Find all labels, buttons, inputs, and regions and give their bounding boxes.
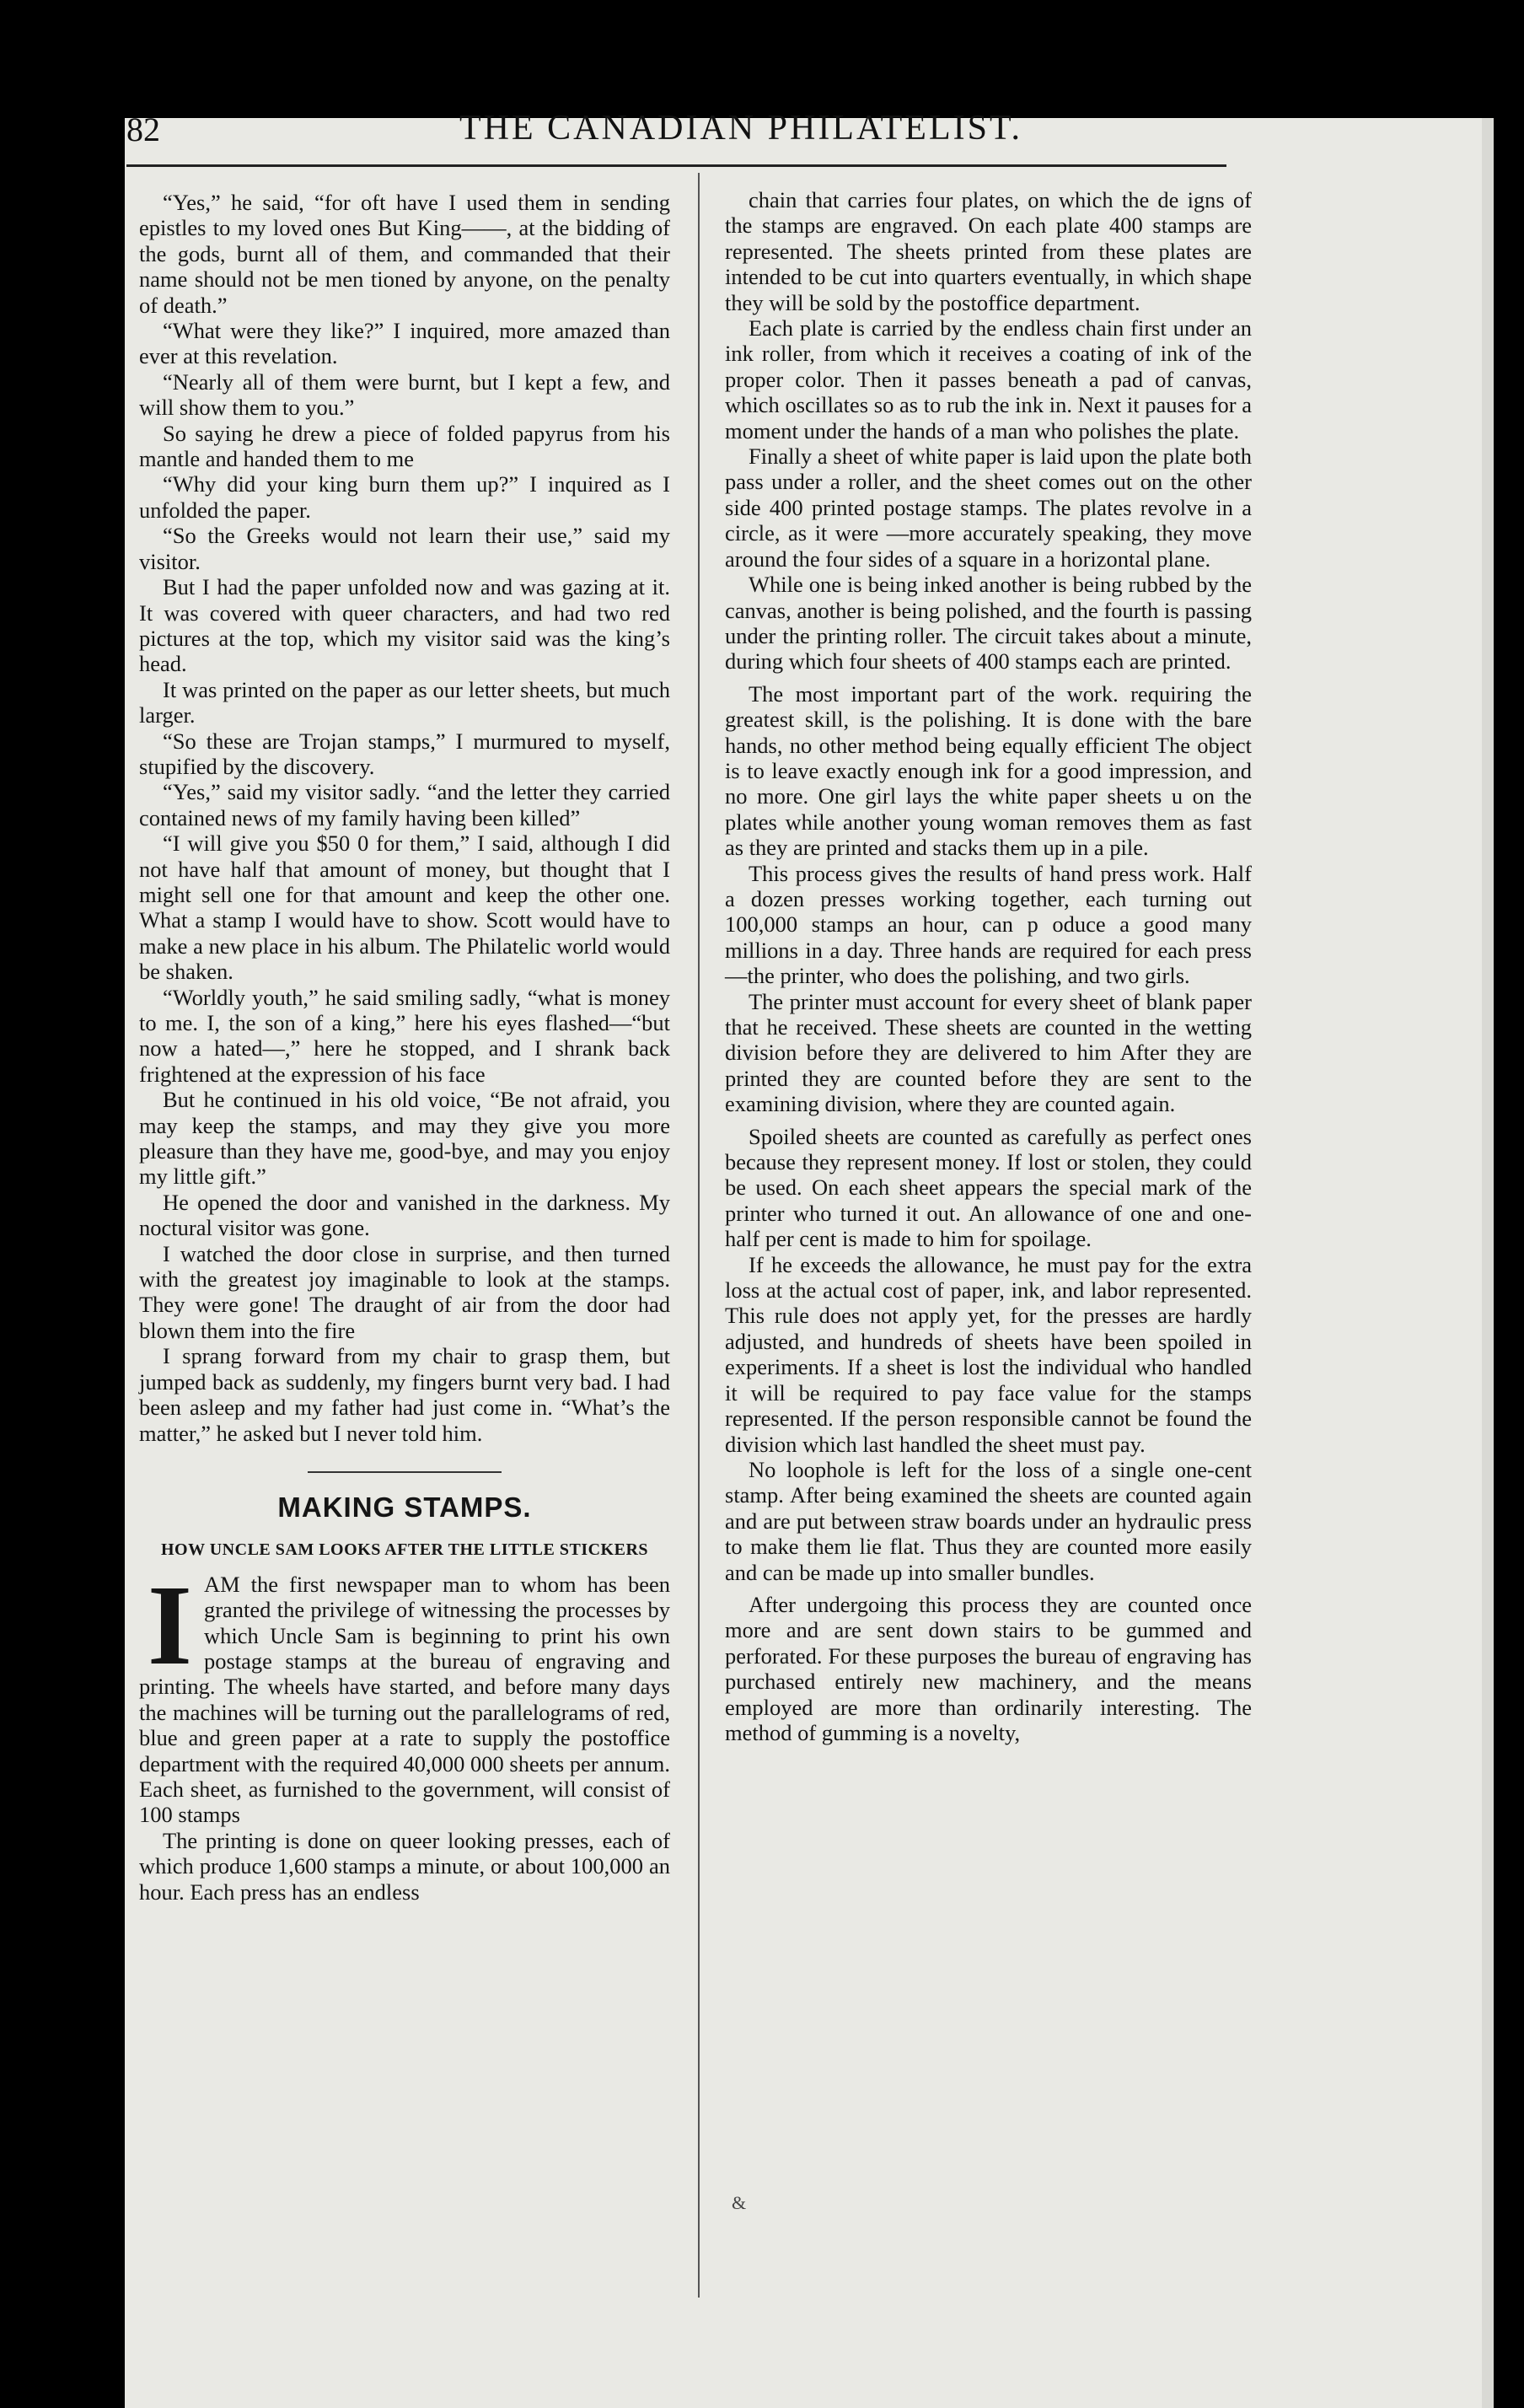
left-paragraph: “Why did your king burn them up?” I inquired as I unfolded the paper. <box>139 471 670 523</box>
page-edge <box>1482 118 1494 2408</box>
page-number: 82 <box>126 110 160 148</box>
footer-mark: & <box>732 2192 747 2213</box>
left-paragraph: “Yes,” said my visitor sadly. “and the letter they carried contained news of my family having been killed” <box>139 779 670 830</box>
article-paragraph: The printing is done on queer looking presses, each of which produce 1,600 stamps a minute, or about 100,000 an hour. Each press has an endless <box>139 1827 670 1905</box>
right-paragraph: Finally a sheet of white paper is laid upon the plate both pass under a roller, and the sheet comes out on the other side 400 printed postage stamps. The plates revolve in a circle, as it were —more accurately speaking, they move around the four sides of a square in a horizontal plane. <box>725 443 1252 572</box>
right-article-text <box>725 187 1252 1745</box>
left-story-text <box>139 190 670 1446</box>
left-paragraph: “Yes,” he said, “for oft have I used them in sending epistles to my loved ones But King——, at the bidding of the gods, burnt all of them, and commanded that their name should not be men tioned by anyone, on the penalty of death.” <box>139 190 670 318</box>
right-paragraph: Each plate is carried by the endless chain first under an ink roller, from which it receives a coating of ink of the proper color. Then it passes beneath a pad of canvas, which oscillates so as to rub the ink in. Next it pauses for a moment under the hands of a man who polishes the plate. <box>725 315 1252 443</box>
section-rule <box>308 1471 502 1473</box>
left-paragraph: “So the Greeks would not learn their use,” said my visitor. <box>139 523 670 574</box>
left-paragraph: So saying he drew a piece of folded papyrus from his mantle and handed them to me <box>139 420 670 472</box>
column-divider <box>698 173 700 2298</box>
left-paragraph: I watched the door close in surprise, and then turned with the greatest joy imaginable to look at the stamps. They were gone! The draught of air from the door had blown them into the fire <box>139 1240 670 1343</box>
header-rule <box>126 164 1226 167</box>
article-intro <box>139 1561 670 1828</box>
left-paragraph: I sprang forward from my chair to grasp them, but jumped back as suddenly, my fingers burnt very bad. I had been asleep and my father had just come in. “What’s the matter,” he asked but I never told him. <box>139 1343 670 1446</box>
left-column <box>139 190 670 1905</box>
section-subtitle: HOW UNCLE SAM LOOKS AFTER THE LITTLE STICKERS <box>160 1540 649 1560</box>
right-paragraph: If he exceeds the allowance, he must pay for the extra loss at the actual cost of paper, ink, and labor represented. This rule does not apply yet, for the presses are hardly adjusted, and hundreds of sheets have been spoiled in experiments. If a sheet is lost the individual who handled it will be required to pay face value for the stamps represented. If the person responsible cannot be found the division which last handled the sheet must pay. <box>725 1251 1252 1457</box>
right-paragraph: The printer must account for every sheet of blank paper that he received. These sheets are counted in the wetting division before they are delivered to him After they are printed they are counted before they are sent to the examining division, where they are counted again. <box>725 988 1252 1117</box>
article-first-paragraph: AM the first newspaper man to whom has been granted the privilege of witnessing the processes by which Uncle Sam is beginning to print his own postage stamps at the bureau of engraving and printing. The wheels have started, and before many days the machines will be turning out the parallelograms of red, blue and green paper at a rate to supply the postoffice department with the required 40,000 000 sheets per annum. Each sheet, as furnished to the government, will consist of 100 stamps <box>139 1571 670 1828</box>
right-column <box>725 187 1252 1745</box>
left-paragraph: But he continued in his old voice, “Be not afraid, you may keep the stamps, and may they give you more pleasure than they have me, good-bye, and may you enjoy my little gift.” <box>139 1087 670 1190</box>
left-paragraph: “Worldly youth,” he said smiling sadly, “what is money to me. I, the son of a king,” here his eyes flashed—“but now a hated—,” here he stopped, and I shrank back frightened at the expression of his face <box>139 984 670 1087</box>
left-paragraph: He opened the door and vanished in the darkness. My noctural visitor was gone. <box>139 1189 670 1241</box>
left-paragraph: It was printed on the paper as our letter sheets, but much larger. <box>139 676 670 728</box>
right-paragraph: chain that carries four plates, on which the de igns of the stamps are engraved. On each plate 400 stamps are represented. The sheets printed from these plates are intended to be cut into quarters eventually, in which shape they will be sold by the postoffice department. <box>725 187 1252 315</box>
right-paragraph: While one is being inked another is being rubbed by the canvas, another is being polished, and the fourth is passing under the printing roller. The circuit takes about a minute, during which four sheets of 400 stamps each are printed. <box>725 572 1252 675</box>
left-paragraph: “What were they like?” I inquired, more amazed than ever at this revelation. <box>139 318 670 369</box>
journal-title: THE CANADIAN PHILATELIST. <box>459 109 1022 148</box>
section-title: MAKING STAMPS. <box>277 1491 532 1523</box>
right-paragraph: No loophole is left for the loss of a single one-cent stamp. After being examined the sheets are counted again and are put between straw boards under an hydraulic press to make them lie flat. Thus they are counted more easily and can be made up into smaller bundles. <box>725 1456 1252 1585</box>
drop-cap: I <box>148 1561 192 1689</box>
right-paragraph: This process gives the results of hand press work. Half a dozen presses working together, each turning out 100,000 stamps an hour, can p oduce a good many millions in a day. Three hands are required for each press—the printer, who does the polishing, and two girls. <box>725 860 1252 989</box>
left-paragraph: But I had the paper unfolded now and was gazing at it. It was covered with queer characters, and had two red pictures at the top, which my visitor said was the king’s head. <box>139 574 670 677</box>
left-paragraph: “Nearly all of them were burnt, but I kept a few, and will show them to you.” <box>139 368 670 421</box>
left-paragraph: “I will give you $50 0 for them,” I said, although I did not have half that amount of money, but thought that I might sell one for that amount and keep the other one. What a stamp I would have to show. Scott would have to make a new place in his album. The Philatelic world would be shaken. <box>139 830 670 985</box>
left-paragraph: “So these are Trojan stamps,” I murmured to myself, stupified by the discovery. <box>139 728 670 779</box>
right-paragraph: After undergoing this process they are counted once more and are sent down stairs to be gummed and perforated. For these purposes the bureau of engraving has purchased entirely new machinery, and the means employed are more than ordinarily interesting. The method of gumming is a novelty, <box>725 1591 1252 1745</box>
right-paragraph: Spoiled sheets are counted as carefully as perfect ones because they represent money. If lost or stolen, they could be used. On each sheet appears the special mark of the printer who turned it out. An allowance of one and one-half per cent is made to him for spoilage. <box>725 1123 1252 1252</box>
right-paragraph: The most important part of the work. requiring the greatest skill, is the polishing. It is done with the bare hands, no other method being equally efficient The object is to leave exactly enough ink for a good impression, and no more. One girl lays the white paper sheets u on the plates while another young woman removes them as fast as they are printed and stacks them up in a pile. <box>725 680 1252 861</box>
